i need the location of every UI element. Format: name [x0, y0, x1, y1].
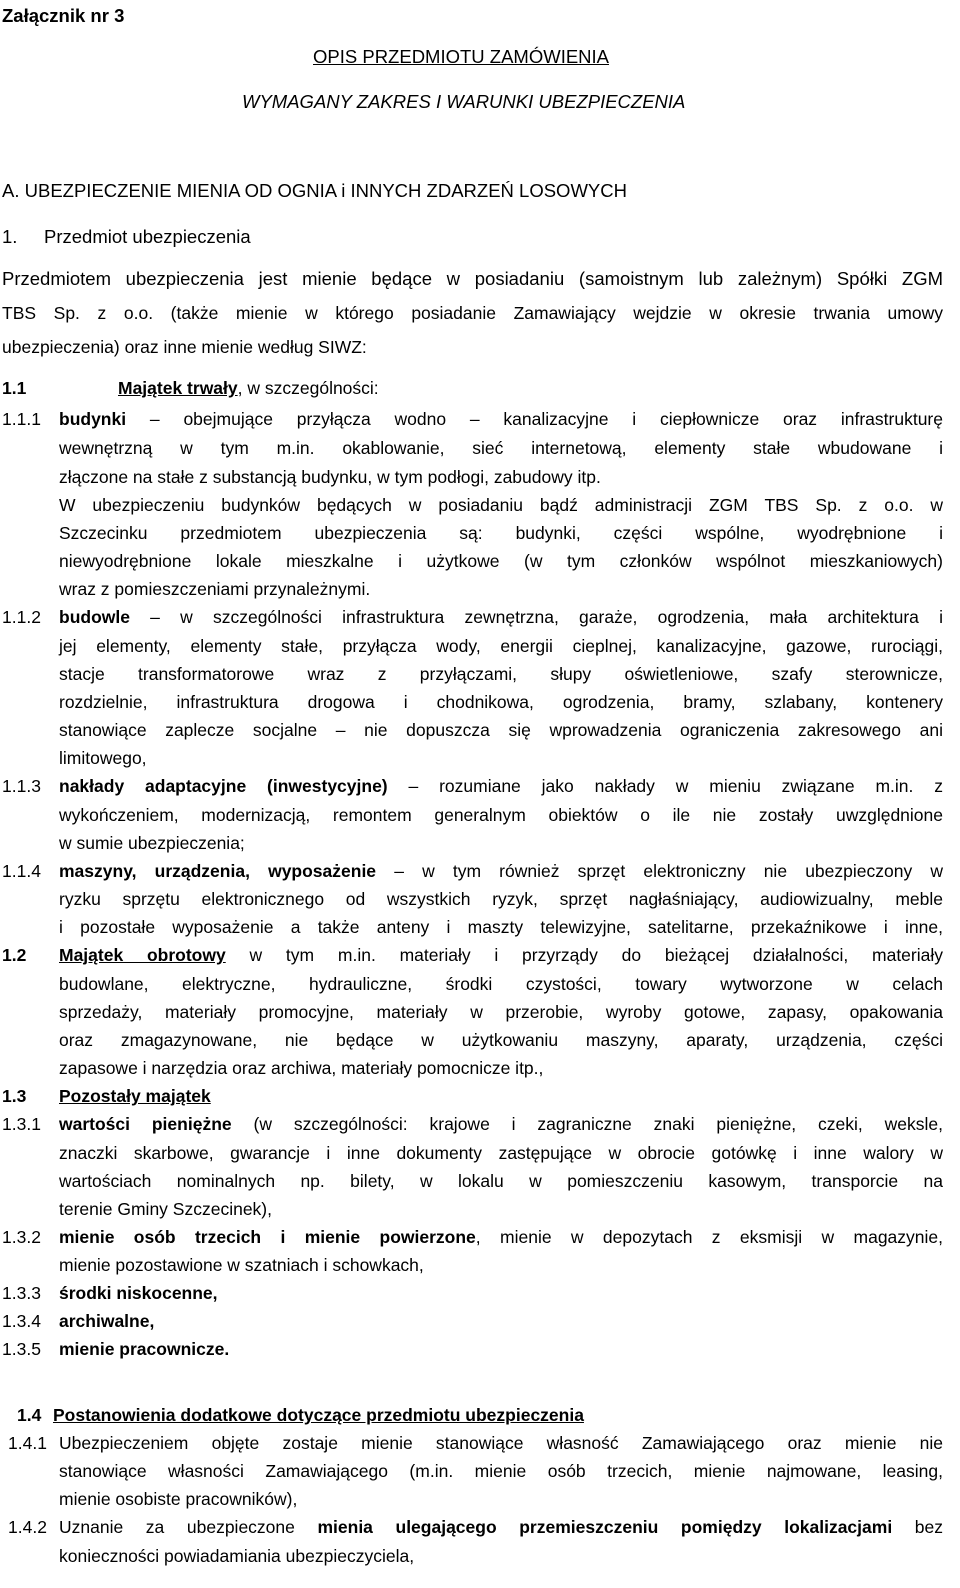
section-1-1-1-line-7: wraz z pomieszczeniami przynależnymi.	[59, 579, 371, 599]
section-1-3-1-line-4: terenie Gminy Szczecinek),	[59, 1199, 272, 1219]
section-1-number: 1.	[2, 226, 18, 247]
section-1-3-1-line-2: znaczki skarbowe, gwarancje i inne dokumenty zastępujące w obrocie gotówkę i inne walory w	[59, 1143, 943, 1163]
section-1-3-2-text: , mienie w depozytach z eksmisji w magazynie,	[475, 1227, 944, 1247]
section-1-1-2-term: budowle	[59, 607, 130, 627]
section-1-3-4-number: 1.3.4	[2, 1311, 41, 1331]
section-1-1-1-line-3: złączone na stałe z substancją budynku, w tym podłogi, zabudowy itp.	[59, 467, 601, 487]
section-1-1-1-line-1	[59, 408, 943, 430]
section-1-1-3-line-1	[59, 775, 943, 797]
section-1-1-1-line-5: Szczecinku przedmiotem ubezpieczenia są: budynki, części wspólne, wyodrębnione i	[59, 523, 943, 543]
section-1-1-title: Majątek trwały	[118, 378, 238, 398]
section-1-1-3-text: – rozumiane jako nakłady w mieniu związane m.in. z	[387, 776, 943, 796]
section-1-title: Przedmiot ubezpieczenia	[44, 226, 251, 247]
section-1-2-line-2: budowlane, elektryczne, hydrauliczne, środki czystości, towary wytworzone w celach	[59, 974, 943, 994]
section-1-3-2-term: mienie osób trzecich i mienie powierzone	[59, 1227, 476, 1247]
section-1-2-line-1	[59, 944, 943, 966]
section-1-2-title: Majątek obrotowy	[59, 945, 226, 965]
section-1-4-1-line-2: stanowiące własności Zamawiającego (m.in. mienie osób trzecich, mienie najmowane, leasing,	[59, 1461, 943, 1481]
section-1-1-2-line-6: limitowego,	[59, 748, 147, 768]
section-1-3-number: 1.3	[2, 1086, 27, 1106]
section-1-3-1-term: wartości pieniężne	[59, 1114, 232, 1134]
section-1-4-1-number: 1.4.1	[8, 1433, 47, 1453]
document-subtitle: WYMAGANY ZAKRES I WARUNKI UBEZPIECZENIA	[242, 91, 686, 112]
section-1-2-line-5: zapasowe i narzędzia oraz archiwa, materiały pomocnicze itp.,	[59, 1058, 544, 1078]
section-1-3-1-line-3: wartościach nominalnych np. bilety, w lokalu w pomieszczeniu kasowym, transporcie na	[59, 1171, 943, 1191]
section-1-1-1-line-6: niewyodrębnione lokale mieszkalne i użytkowe (w tym członków wspólnot mieszkaniowych)	[59, 551, 943, 571]
section-1-4-2-text-pre: Uznanie za ubezpieczone	[59, 1517, 318, 1537]
section-1-1-3-term: nakłady adaptacyjne (inwestycyjne)	[59, 776, 388, 796]
section-1-1-2-line-1	[59, 606, 943, 628]
section-1-4-2-line-1	[59, 1516, 943, 1538]
section-1-4-1-line-1: Ubezpieczeniem objęte zostaje mienie stanowiące własność Zamawiającego oraz mienie nie	[59, 1433, 943, 1453]
section-1-1-4-term: maszyny, urządzenia, wyposażenie	[59, 861, 377, 881]
section-1-4-2-term: mienia ulegającego przemieszczeniu pomiędzy lokalizacjami	[317, 1517, 893, 1537]
section-1-3-1-number: 1.3.1	[2, 1114, 41, 1134]
section-1-1-heading	[118, 377, 379, 399]
section-1-1-3-number: 1.1.3	[2, 776, 41, 796]
section-1-1-4-text: – w tym również sprzęt elektroniczny nie ubezpieczony w	[376, 861, 943, 881]
section-1-1-2-line-2: jej elementy, elementy stałe, przyłącza wody, energii cieplnej, kanalizacyjne, gazowe, rurociągi,	[59, 636, 943, 656]
section-1-3-5-term: mienie pracownicze.	[59, 1339, 230, 1359]
section-1-3-3-number: 1.3.3	[2, 1283, 41, 1303]
section-1-1-4-line-2: ryzku sprzętu elektronicznego od wszystkich ryzyk, sprzęt nagłaśniający, audiowizualny, meble	[59, 889, 943, 909]
section-1-1-number: 1.1	[2, 378, 27, 398]
section-1-1-1-number: 1.1.1	[2, 409, 41, 429]
section-1-1-1-line-2: wewnętrzną w tym m.in. okablowanie, sieć internetową, elementy stałe wbudowane i	[59, 438, 943, 458]
section-1-2-text: w tym m.in. materiały i przyrządy do bieżącej działalności, materiały	[225, 945, 944, 965]
section-1-1-2-number: 1.1.2	[2, 607, 41, 627]
intro-line-2: TBS Sp. z o.o. (także mienie w którego posiadanie Zamawiający wejdzie w okresie trwania umowy	[2, 303, 943, 323]
section-1-1-1-text: – obejmujące przyłącza wodno – kanalizacyjne i ciepłownicze oraz infrastrukturę	[126, 409, 943, 429]
section-1-3-2-number: 1.3.2	[2, 1227, 41, 1247]
section-1-1-2-line-5: stanowiące zaplecze socjalne – nie dopuszcza się wprowadzenia ograniczenia zakresowego ani	[59, 720, 943, 740]
section-1-2-number: 1.2	[2, 945, 27, 965]
section-1-3-5-number: 1.3.5	[2, 1339, 41, 1359]
section-1-1-4-line-3: i pozostałe wyposażenie a także anteny i maszty telewizyjne, satelitarne, przekaźnikowe i inne,	[59, 917, 943, 937]
section-1-3-4-term: archiwalne,	[59, 1311, 155, 1331]
section-1-4-2-number: 1.4.2	[8, 1517, 47, 1537]
section-1-1-3-line-2: wykończeniem, modernizacją, remontem generalnym obiektów o ile nie zostały uwzględnione	[59, 805, 943, 825]
section-1-4-number: 1.4	[17, 1405, 42, 1425]
section-a-heading: A. UBEZPIECZENIE MIENIA OD OGNIA i INNYCH ZDARZEŃ LOSOWYCH	[2, 180, 627, 201]
section-1-1-rest: , w szczególności:	[237, 378, 379, 398]
section-1-3-2-line-1	[59, 1226, 943, 1248]
intro-line-1: Przedmiotem ubezpieczenia jest mienie będące w posiadaniu (samoistnym lub zależnym) Spółki ZGM	[2, 268, 943, 289]
document-title: OPIS PRZEDMIOTU ZAMÓWIENIA	[313, 46, 610, 67]
section-1-4-title: Postanowienia dodatkowe dotyczące przedmiotu ubezpieczenia	[53, 1405, 584, 1425]
section-1-2-line-3: sprzedaży, materiały promocyjne, materiały w przerobie, wyroby gotowe, zapasy, opakowania	[59, 1002, 943, 1022]
section-1-3-1-line-1	[59, 1113, 943, 1135]
section-1-3-1-text: (w szczególności: krajowe i zagraniczne znaki pieniężne, czeki, weksle,	[231, 1114, 943, 1134]
section-1-1-2-line-3: stacje transformatorowe wraz z przyłączami, słupy oświetleniowe, szafy sterownicze,	[59, 664, 943, 684]
section-1-1-2-text: – w szczególności infrastruktura zewnętrzna, garaże, ogrodzenia, mała architektura i	[129, 607, 943, 627]
section-1-1-3-line-3: w sumie ubezpieczenia;	[59, 833, 245, 853]
section-1-3-2-line-2: mienie pozostawione w szatniach i schowkach,	[59, 1255, 424, 1275]
section-1-1-1-line-4: W ubezpieczeniu budynków będących w posiadaniu bądź administracji ZGM TBS Sp. z o.o. w	[59, 495, 943, 515]
section-1-4-1-line-3: mienie osobiste pracowników),	[59, 1489, 298, 1509]
section-1-2-line-4: oraz zmagazynowane, nie będące w użytkowaniu maszyny, aparaty, urządzenia, części	[59, 1030, 943, 1050]
section-1-3-3-term: środki niskocenne,	[59, 1283, 218, 1303]
annex-label: Załącznik nr 3	[2, 5, 125, 26]
section-1-1-2-line-4: rozdzielnie, infrastruktura drogowa i chodnikowa, ogrodzenia, bramy, szlabany, kontenery	[59, 692, 943, 712]
section-1-3-title: Pozostały majątek	[59, 1086, 211, 1106]
section-1-4-2-text-post: bez	[892, 1517, 943, 1537]
section-1-1-4-line-1	[59, 860, 943, 882]
section-1-1-1-term: budynki	[59, 409, 127, 429]
section-1-4-2-line-2: konieczności powiadamiania ubezpieczyciela,	[59, 1546, 415, 1566]
section-1-1-4-number: 1.1.4	[2, 861, 41, 881]
intro-line-3: ubezpieczenia) oraz inne mienie według SIWZ:	[2, 337, 367, 357]
